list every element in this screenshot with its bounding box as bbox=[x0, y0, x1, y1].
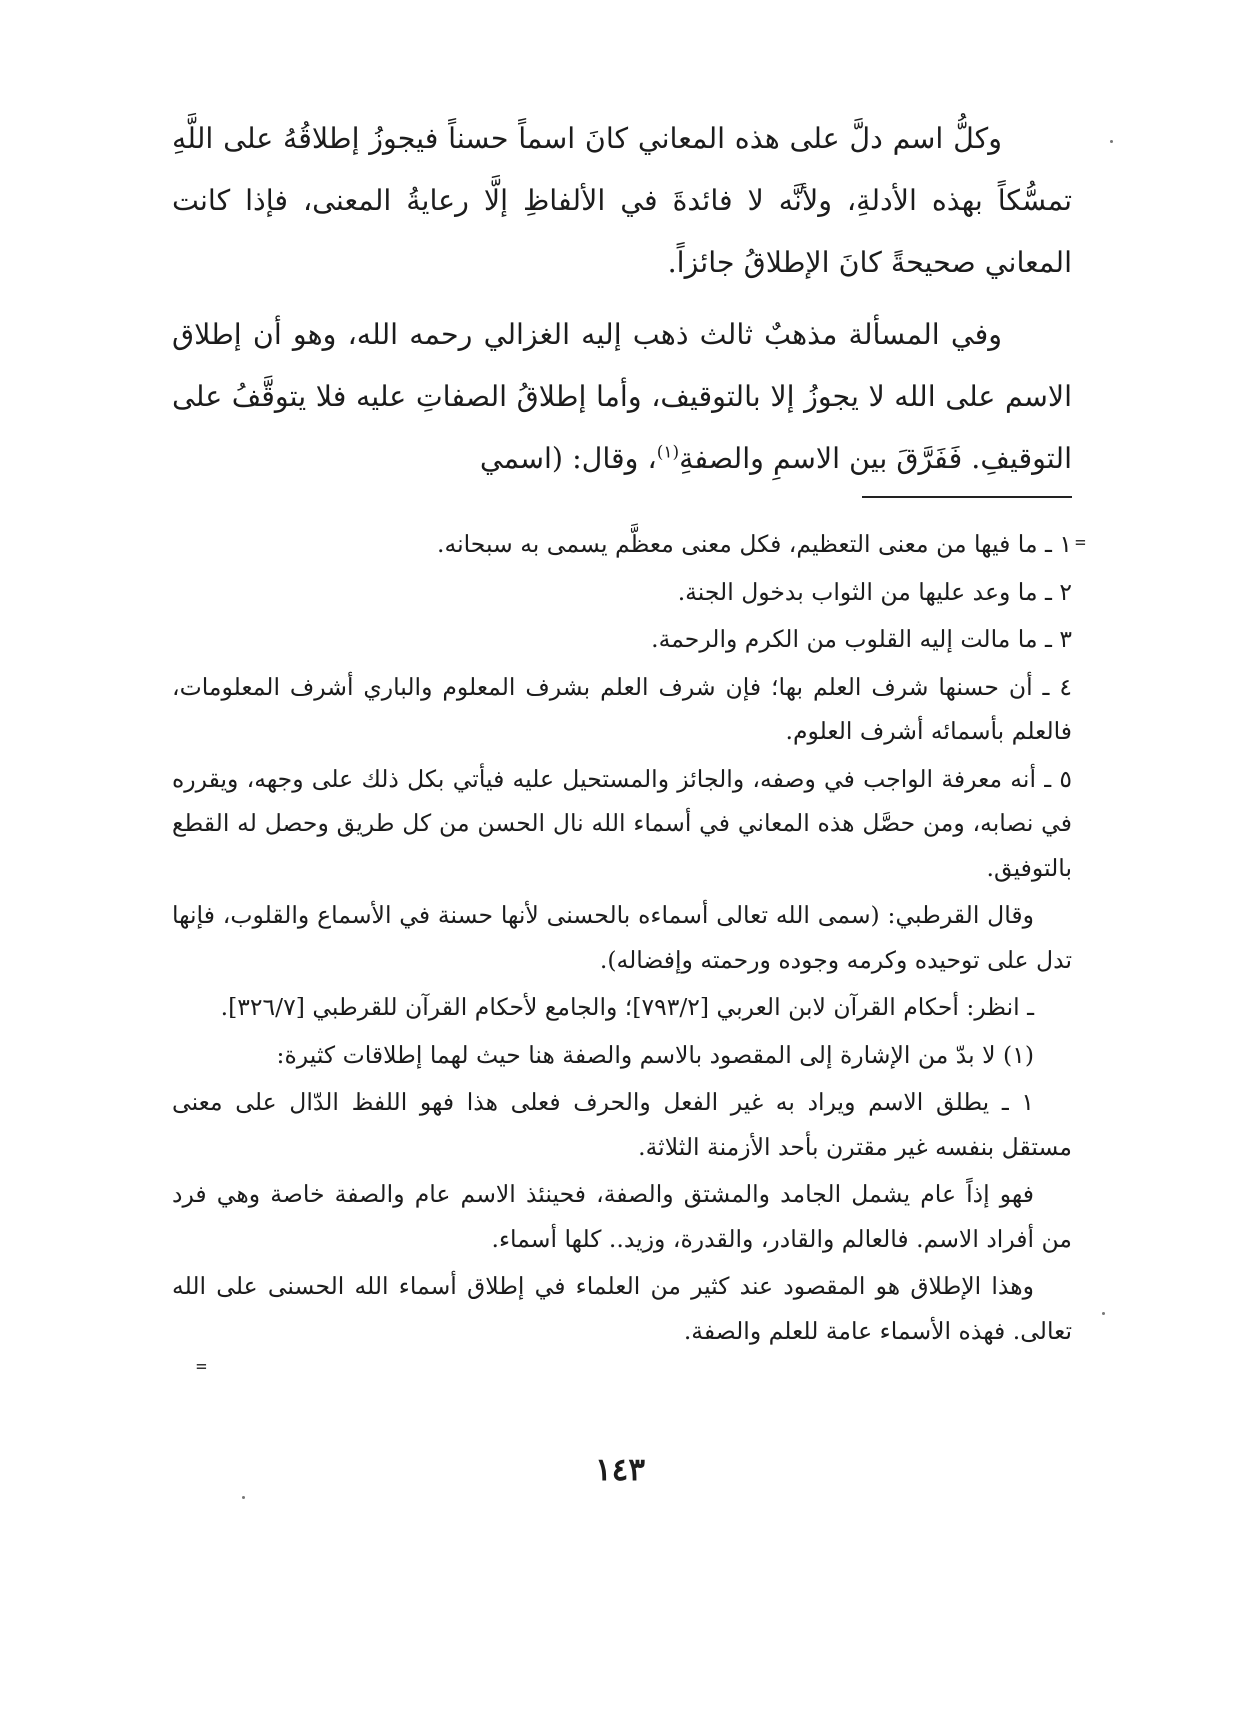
margin-mark-top: = bbox=[1075, 532, 1086, 553]
footnote-references: ـ انظر: أحكام القرآن لابن العربي [٧٩٣/٢]؛ والجامع لأحكام القرآن للقرطبي [٣٢٦/٧]. bbox=[220, 993, 1034, 1021]
footnote-qurtubi-quote: وقال القرطبي: (سمى الله تعالى أسماءه بالحسنى لأنها حسنة في الأسماع والقلوب، فإنها تدل على توحيده وكرمه وجوده ورحمته وإفضاله). bbox=[172, 901, 1072, 974]
footnote-item-3: ٣ ـ ما مالت إليه القلوب من الكرم والرحمة. bbox=[651, 625, 1072, 653]
footnote-item-1: ١ ـ ما فيها من معنى التعظيم، فكل معنى معظَّم يسمى به سبحانه. bbox=[437, 530, 1072, 558]
scan-speck bbox=[1102, 1312, 1105, 1315]
main-paragraph-2-text: وفي المسألة مذهبٌ ثالث ذهب إليه الغزالي رحمه الله، وهو أن إطلاق الاسم على الله لا يجوزُ إلا بالتوقيف، وأما إطلاقُ الصفاتِ عليه فلا يتوقَّفُ على التوقيفِ. فَفَرَّقَ بين الاسمِ والصفةِ bbox=[172, 318, 1072, 475]
footnotes-section bbox=[172, 522, 1072, 1356]
footnote-item-5: ٥ ـ أنه معرفة الواجب في وصفه، والجائز والمستحيل عليه فيأتي بكل ذلك على وجهه، ويقرره في نصابه، ومن حصَّل هذه المعاني في أسماء الله نال الحسن من كل طريق وحصل له القطع بالتوفيق. bbox=[172, 764, 1072, 882]
scan-speck bbox=[242, 1496, 245, 1499]
footnote-reference-1: (١) bbox=[656, 442, 680, 463]
margin-mark-bottom: = bbox=[196, 1356, 207, 1377]
main-paragraph-2 bbox=[172, 304, 1072, 490]
footnote-separator-line bbox=[862, 496, 1072, 498]
footnote-item-4: ٤ ـ أن حسنها شرف العلم بها؛ فإن شرف العلم بشرف المعلوم والباري أشرف المعلومات، فالعلم بأسمائه أشرف العلوم. bbox=[172, 672, 1072, 745]
main-paragraph-2-tail: ، وقال: (اسمي bbox=[479, 442, 657, 475]
main-body-text bbox=[172, 108, 1072, 500]
footnote-1-point-1: ١ ـ يطلق الاسم ويراد به غير الفعل والحرف فعلى هذا فهو اللفظ الدّال على معنى مستقل بنفسه غير مقترن بأحد الأزمنة الثلاثة. bbox=[172, 1088, 1072, 1161]
footnote-1-heading: (١) لا بدّ من الإشارة إلى المقصود بالاسم والصفة هنا حيث لهما إطلاقات كثيرة: bbox=[276, 1040, 1034, 1069]
footnote-item-2: ٢ ـ ما وعد عليها من الثواب بدخول الجنة. bbox=[677, 577, 1072, 606]
scan-speck bbox=[1110, 140, 1113, 143]
page-number: ١٤٣ bbox=[595, 1452, 645, 1488]
footnote-1-paragraph-2: فهو إذاً عام يشمل الجامد والمشتق والصفة، فحينئذ الاسم عام والصفة خاصة وهي فرد من أفراد الاسم. فالعالم والقادر، والقدرة، وزيد.. كلها أسماء. bbox=[172, 1180, 1072, 1253]
footnote-1-paragraph-3: وهذا الإطلاق هو المقصود عند كثير من العلماء في إطلاق أسماء الله الحسنى على الله تعالى. فهذه الأسماء عامة للعلم والصفة. bbox=[172, 1272, 1072, 1345]
main-paragraph-1: وكلُّ اسم دلَّ على هذه المعاني كانَ اسماً حسناً فيجوزُ إطلاقُهُ على اللَّهِ تمسُّكاً بهذه الأدلةِ، ولأنَّه لا فائدةَ في الألفاظِ إلَّا رعايةُ المعنى، فإذا كانت المعاني صحيحةً كانَ الإطلاقُ جائزاً. bbox=[172, 122, 1072, 279]
